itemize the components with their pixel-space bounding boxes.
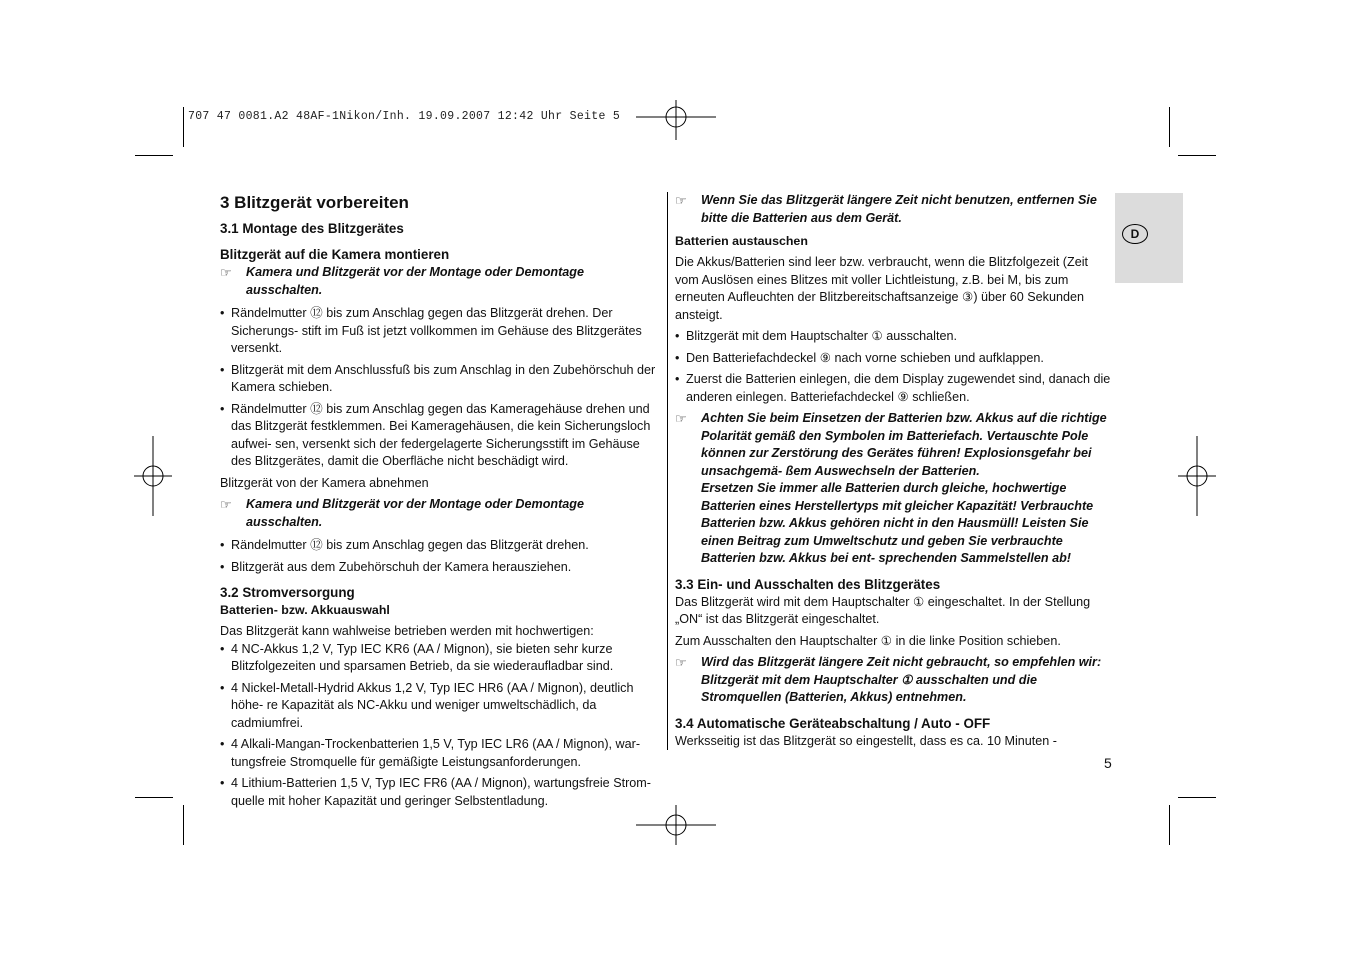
- subsection-heading-remove: Blitzgerät von der Kamera abnehmen: [220, 475, 429, 490]
- list-item: • Zuerst die Batterien einlegen, die dem Display zugewendet sind, danach die anderen einlegen. Batteriefachdeckel ⑨ schließen.: [675, 371, 1115, 406]
- list-item: • Blitzgerät mit dem Anschlussfuß bis zum Anschlag in den Zubehörschuh der Kamera schieben.: [220, 362, 660, 397]
- left-column: [220, 192, 660, 814]
- list-item: • Rändelmutter ⑫ bis zum Anschlag gegen das Blitzgerät drehen. Der Sicherungs- stift im Fuß ist jetzt vollkommen im Gehäuse des Blitzgerätes versenkt.: [220, 305, 660, 358]
- off-text: Zum Ausschalten den Hauptschalter ① in die linke Position schieben.: [675, 633, 1061, 648]
- remove-steps-list: [220, 537, 660, 576]
- list-item: • Blitzgerät aus dem Zubehörschuh der Kamera herausziehen.: [220, 559, 660, 577]
- registration-mark-icon: [134, 436, 174, 516]
- print-header: 707 47 0081.A2 48AF-1Nikon/Inh. 19.09.2007 12:42 Uhr Seite 5: [188, 110, 621, 123]
- registration-mark-icon: [1178, 436, 1218, 516]
- power-options-list: [220, 641, 660, 811]
- power-intro: Das Blitzgerät kann wahlweise betrieben werden mit hochwertigen:: [220, 624, 594, 638]
- section-heading-3-2: 3.2 Stromversorgung: [220, 585, 355, 600]
- note-text: Wenn Sie das Blitzgerät längere Zeit nicht benutzen, entfernen Sie bitte die Batterien aus dem Gerät.: [701, 193, 1097, 225]
- pointing-hand-icon: ☞: [675, 411, 687, 426]
- language-badge: D: [1122, 224, 1148, 244]
- replace-text: Die Akkus/Batterien sind leer bzw. verbraucht, wenn die Blitzfolgezeit (Zeit vom Auslösen eines Blitzes mit voller Lichtleistung, z.B. bei M, bis zum erneuten Aufleuchten der Blitzbereitschaftsanzeige ③) über 60 Sekunden ansteigt.: [675, 255, 1088, 322]
- note-text: Wird das Blitzgerät längere Zeit nicht gebraucht, so empfehlen wir: Blitzgerät mit dem Hauptschalter ① ausschalten und die Stromquellen (Batterien, Akkus) entnehmen.: [701, 655, 1102, 704]
- auto-off-text: Werksseitig ist das Blitzgerät so eingestellt, dass es ca. 10 Minuten -: [675, 733, 1057, 748]
- chapter-title: 3 Blitzgerät vorbereiten: [220, 193, 409, 212]
- list-item: • Den Batteriefachdeckel ⑨ nach vorne schieben und aufklappen.: [675, 350, 1115, 368]
- on-text: Das Blitzgerät wird mit dem Hauptschalter ① eingeschaltet. In der Stellung „ON“ ist das Blitzgerät eingeschaltet.: [675, 594, 1091, 626]
- list-item: • 4 Nickel-Metall-Hydrid Akkus 1,2 V, Typ IEC HR6 (AA / Mignon), deutlich höhe- re Kapazität als NC-Akku und weniger umweltschädlich, da cadmiumfrei.: [220, 680, 660, 733]
- page-number: 5: [1104, 755, 1112, 771]
- note-text: Kamera und Blitzgerät vor der Montage oder Demontage ausschalten.: [246, 497, 584, 529]
- column-divider: [667, 192, 668, 750]
- note-off: [675, 654, 1115, 707]
- list-item: • 4 NC-Akkus 1,2 V, Typ IEC KR6 (AA / Mignon), sie bieten sehr kurze Blitzfolgezeiten und sparsamen Betrieb, da sie wiederaufladbar sind.: [220, 641, 660, 676]
- section-heading-3-3: 3.3 Ein- und Ausschalten des Blitzgerätes: [675, 576, 941, 592]
- subsection-heading-replace: Batterien austauschen: [675, 234, 808, 248]
- subsection-heading-battery-choice: Batterien- bzw. Akkuauswahl: [220, 603, 390, 617]
- list-item: • 4 Alkali-Mangan-Trockenbatterien 1,5 V, Typ IEC LR6 (AA / Mignon), war- tungsfreie Stromquelle für gemäßigte Leistungsanforderungen.: [220, 736, 660, 771]
- right-column: [675, 192, 1115, 750]
- warning-disposal: Ersetzen Sie immer alle Batterien durch gleiche, hochwertige Batterien eines Herstellertyps mit gleicher Kapazität! Verbrauchte Batterien bzw. Akkus gehören nicht in den Hausmüll! Leisten Sie einen Beitrag zum Umweltschutz und geben Sie verbrauchte Batterien bzw. Akkus bei ent- sprechenden Sammelstellen ab!: [701, 481, 1094, 565]
- mount-steps-list: [220, 305, 660, 471]
- note-remove: [220, 496, 660, 531]
- note-text: Kamera und Blitzgerät vor der Montage oder Demontage ausschalten.: [246, 265, 584, 297]
- note-polarity-warning: [675, 410, 1115, 568]
- list-item: • Blitzgerät mit dem Hauptschalter ① ausschalten.: [675, 328, 1115, 346]
- registration-mark-icon: [636, 100, 716, 150]
- list-item: • Rändelmutter ⑫ bis zum Anschlag gegen das Kameragehäuse drehen und das Blitzgerät festklemmen. Bei Kameragehäusen, die kein Sicherungsloch aufwei- sen, versenkt sich der federgelagerte Sicherungsstift im Gehäuse des Blitzgerätes, damit die Oberfläche nicht beschädigt wird.: [220, 401, 660, 471]
- subsection-heading-mount: Blitzgerät auf die Kamera montieren: [220, 247, 450, 262]
- warning-polarity: Achten Sie beim Einsetzen der Batterien bzw. Akkus auf die richtige Polarität gemäß den Symbolen im Batteriefach. Vertauschte Pole können zur Zerstörung des Gerätes führen! Explosionsgefahr bei unsachgemä- ßem Auswechseln der Batterien.: [701, 411, 1107, 478]
- replace-steps-list: [675, 328, 1115, 406]
- pointing-hand-icon: ☞: [675, 655, 687, 670]
- list-item: • 4 Lithium-Batterien 1,5 V, Typ IEC FR6 (AA / Mignon), wartungsfreie Strom- quelle mit hoher Kapazität und geringer Selbstentladung.: [220, 775, 660, 810]
- note-storage: [675, 192, 1115, 227]
- section-heading-3-1: 3.1 Montage des Blitzgerätes: [220, 221, 404, 236]
- section-heading-3-4: 3.4 Automatische Geräteabschaltung / Auto - OFF: [675, 715, 991, 731]
- note-mount: [220, 264, 660, 299]
- list-item: • Rändelmutter ⑫ bis zum Anschlag gegen das Blitzgerät drehen.: [220, 537, 660, 555]
- pointing-hand-icon: ☞: [675, 193, 687, 208]
- pointing-hand-icon: ☞: [220, 265, 232, 280]
- pointing-hand-icon: ☞: [220, 497, 232, 512]
